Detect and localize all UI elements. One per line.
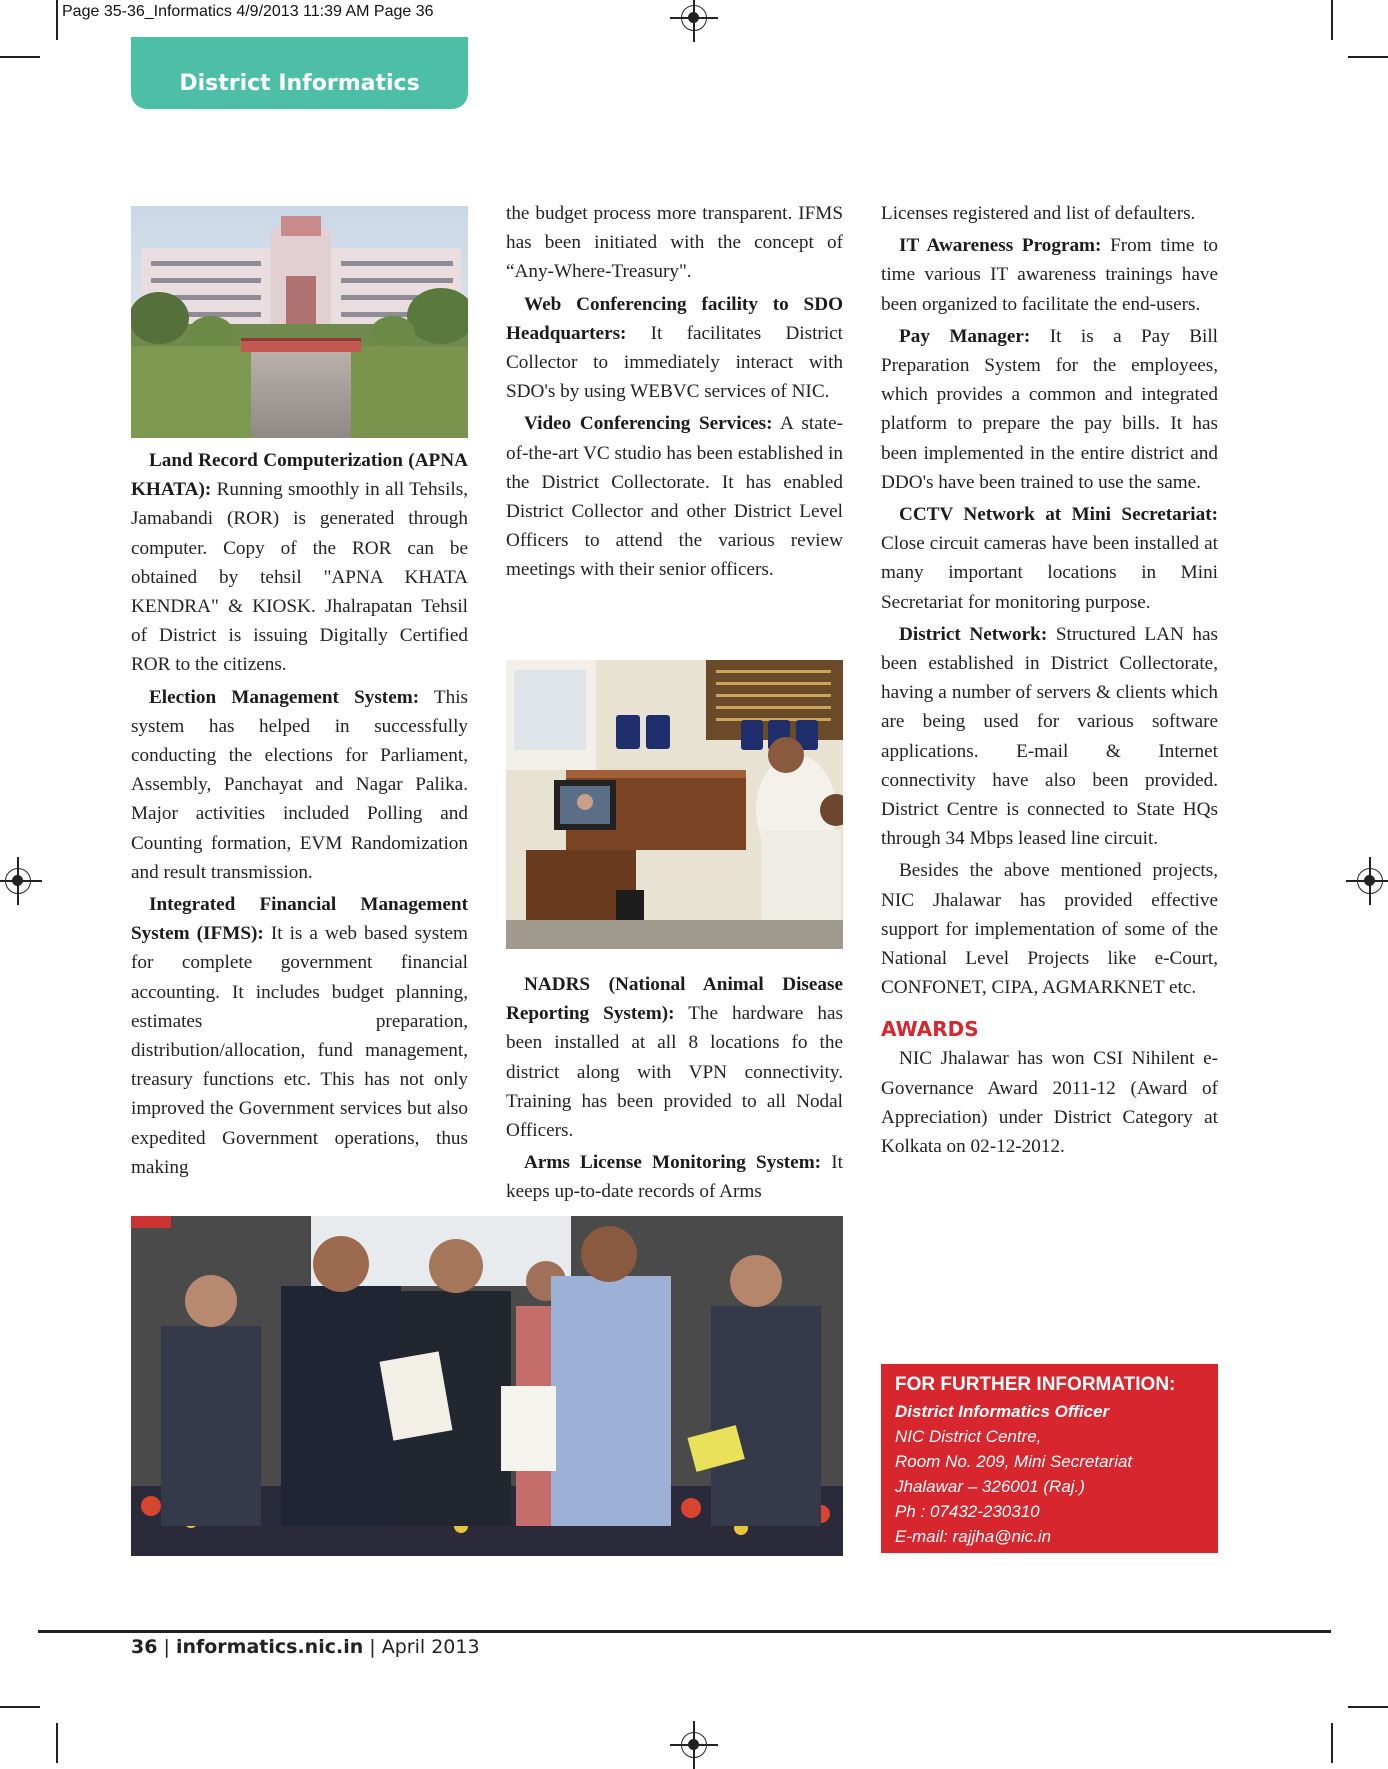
info-box-role: District Informatics Officer <box>895 1402 1110 1421</box>
crop-mark <box>56 1723 58 1763</box>
paragraph-election <box>131 683 468 887</box>
further-information-box <box>881 1364 1218 1553</box>
awards-heading: AWARDS <box>881 1017 979 1042</box>
page-footer <box>131 1636 480 1658</box>
paragraph-body: From time to time various IT awareness trainings have been organized to facilitate the end-users. <box>881 235 1218 315</box>
crop-mark <box>1348 1706 1388 1708</box>
footer-rule <box>38 1630 1331 1633</box>
paragraph-heading: Land Record Computerization (APNA KHATA): <box>131 450 468 501</box>
paragraph-arms-license <box>506 1148 843 1206</box>
paragraph-cctv <box>881 500 1218 617</box>
paragraph-heading: Integrated Financial Management System (IFMS): <box>131 894 468 945</box>
paragraph-district-network <box>881 620 1218 854</box>
paragraph-land-record <box>131 446 468 680</box>
text-column-2-top <box>506 199 843 588</box>
paragraph-body: The hardware has been installed at all 8 locations fo the district along with VPN connectivity. Training has been provided to all Nodal Officers. <box>506 1003 843 1142</box>
registration-mark-icon <box>1357 868 1383 894</box>
paragraph-heading: CCTV Network at Mini Secretariat: <box>899 504 1218 526</box>
registration-mark-icon <box>681 1732 707 1758</box>
info-box-email: E-mail: rajjha@nic.in <box>895 1527 1052 1546</box>
paragraph-heading: Web Conferencing facility to SDO Headquarters: <box>506 293 843 344</box>
paragraph-video-conferencing <box>506 409 843 584</box>
paragraph-pay-manager <box>881 322 1218 497</box>
crop-mark <box>1331 1723 1333 1763</box>
section-title: District Informatics <box>179 71 420 96</box>
paragraph-body: It is a Pay Bill Preparation System for the employees, which provides a common and integrated platform to prepare the pay bills. It has been implemented in the entire district and DDO's have been trained to use the same. <box>881 325 1218 493</box>
paragraph-body: Running smoothly in all Tehsils, Jamabandi (ROR) is generated through computer. Copy of the ROR can be obtained by tehsil "APNA KHATA KENDRA" & KIOSK. Jhalrapatan Tehsil of District is issuing Digitally Certified ROR to the citizens. <box>131 479 468 676</box>
crop-mark <box>0 56 40 58</box>
footer-date: April 2013 <box>381 1636 480 1658</box>
paragraph-body: It keeps up-to-date records of Arms <box>506 1152 843 1203</box>
section-tab <box>131 37 468 109</box>
award-ceremony-photo <box>131 1216 843 1556</box>
info-box-address-line: Jhalawar – 326001 (Raj.) <box>895 1477 1085 1496</box>
vc-room-photo <box>506 660 843 949</box>
paragraph-heading: Election Management System: <box>149 686 420 708</box>
print-slug: Page 35-36_Informatics 4/9/2013 11:39 AM Page 36 <box>62 3 434 20</box>
paragraph-body: A state-of-the-art VC studio has been established in the District Collectorate. It has enabled District Collector and other District Level Officers to attend the various review meetings with their senior officers. <box>506 413 843 581</box>
crop-mark <box>1331 0 1333 40</box>
paragraph-nadrs <box>506 970 843 1145</box>
footer-separator: | <box>163 1636 176 1658</box>
paragraph-besides: Besides the above mentioned projects, NIC Jhalawar has provided effective support for implementation of some of the National Level Projects like e-Court, CONFONET, CIPA, AGMARKNET etc. <box>881 860 1218 999</box>
registration-mark-icon <box>5 868 31 894</box>
crop-mark <box>1348 56 1388 58</box>
paragraph-body: It is a web based system for complete government financial accounting. It includes budget planning, estimates preparation, distribution/allocation, fund management, treasury functions etc. This has not only improved the Government services but also expedited Government operations, thus making <box>131 923 468 1178</box>
paragraph-body: Close circuit cameras have been installed at many important locations in Mini Secretariat for monitoring purpose. <box>881 533 1218 613</box>
paragraph-heading: Video Conferencing Services: <box>524 413 773 435</box>
text-column-1 <box>131 446 468 1185</box>
paragraph-web-conferencing <box>506 290 843 407</box>
paragraph-heading: Pay Manager: <box>899 325 1031 347</box>
paragraph-continued: the budget process more transparent. IFMS has been initiated with the concept of “Any-Where-Treasury". <box>506 203 843 283</box>
text-column-3 <box>881 199 1218 1164</box>
info-box-address-line: NIC District Centre, <box>895 1427 1042 1446</box>
paragraph-continued: Licenses registered and list of defaulters. <box>881 203 1196 224</box>
page-number: 36 <box>131 1636 158 1658</box>
paragraph-it-awareness <box>881 231 1218 319</box>
info-box-phone: Ph : 07432-230310 <box>895 1502 1040 1521</box>
info-box-title: FOR FURTHER INFORMATION: <box>895 1374 1176 1395</box>
footer-separator: | <box>369 1636 382 1658</box>
paragraph-body: This system has helped in successfully conducting the elections for Parliament, Assembly, Panchayat and Nagar Palika. Major activities included Polling and Counting formation, EVM Randomization and result transmission. <box>131 686 468 883</box>
paragraph-heading: District Network: <box>899 623 1048 645</box>
paragraph-body: Structured LAN has been established in District Collectorate, having a number of servers & clients which are being used for various software applications. E-mail & Internet connectivity have also been provided. District Centre is connected to State HQs through 34 Mbps leased line circuit. <box>881 623 1219 850</box>
footer-site: informatics.nic.in <box>175 1636 364 1658</box>
paragraph-ifms <box>131 890 468 1182</box>
crop-mark <box>0 1706 40 1708</box>
paragraph-heading: Arms License Monitoring System: <box>524 1152 822 1174</box>
paragraph-heading: IT Awareness Program: <box>899 235 1102 257</box>
paragraph-heading: NADRS (National Animal Disease Reporting System): <box>506 974 843 1025</box>
registration-mark-icon <box>681 5 707 31</box>
info-box-address-line: Room No. 209, Mini Secretariat <box>895 1452 1133 1471</box>
paragraph-awards: NIC Jhalawar has won CSI Nihilent e-Governance Award 2011-12 (Award of Appreciation) under District Category at Kolkata on 02-12-2012. <box>881 1048 1218 1158</box>
crop-mark <box>56 0 58 40</box>
text-column-2-bottom <box>506 970 843 1210</box>
building-photo <box>131 206 468 438</box>
paragraph-body: It facilitates District Collector to immediately interact with SDO's by using WEBVC services of NIC. <box>506 322 843 403</box>
